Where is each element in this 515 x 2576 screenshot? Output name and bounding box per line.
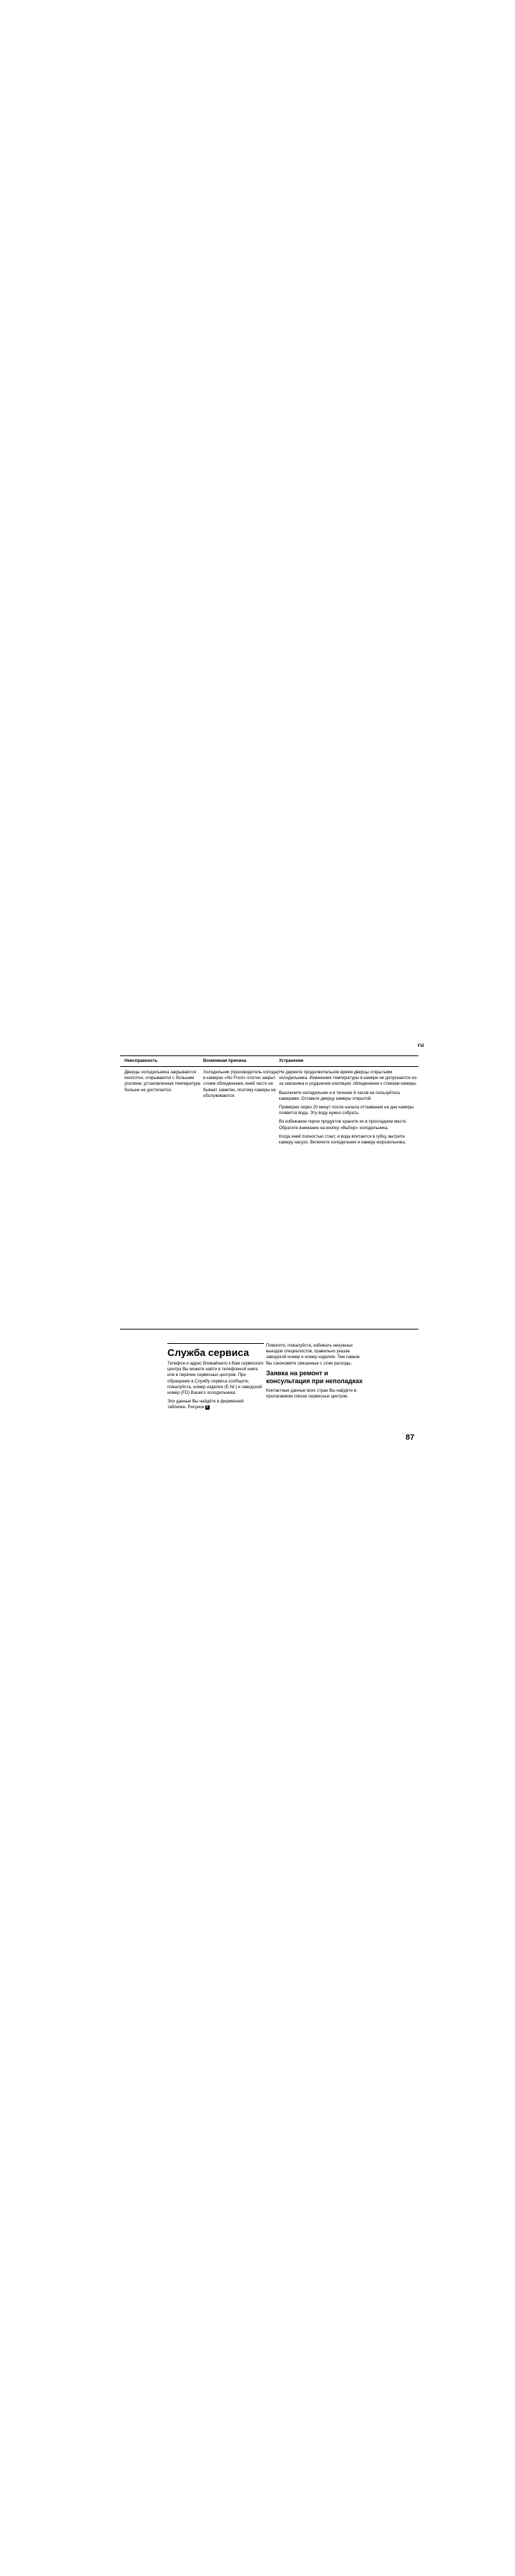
- troubleshooting-table: [120, 1055, 418, 1148]
- remedy-step: Не держите продолжительное время дверцы открытыми холодильника. Изменения температуры в камере не допускаются из-за сквозняка и ухудшения изоляции; обледенение к стенкам камеры.: [279, 1070, 418, 1087]
- header-problem: Неисправность: [124, 1059, 158, 1063]
- remedy-step: Выключите холодильник и в течение 6 часов не пользуйтесь камерами. Оставьте дверцу камеры открытой.: [279, 1091, 401, 1101]
- table-bottom-rule: [120, 1329, 418, 1330]
- header-remedy: Устранение: [279, 1059, 304, 1063]
- cell-remedy: [279, 1070, 418, 1148]
- header-cause: Возможная причина: [203, 1059, 247, 1063]
- remedy-step: Во избежание порчи продуктов храните их в прохладном месте. Обратите внимание на кнопку «Выбор» холодильника.: [279, 1120, 408, 1131]
- remedy-step: Когда иней полностью стает, и вода впитается в губку, вытрите камеру насухо. Включите холодильник и камеру морозильника.: [279, 1134, 406, 1146]
- service-paragraph: Эти данные Вы найдёте в фирменной табличке. Рисунок B: [167, 1400, 244, 1410]
- service-left-column: [167, 1343, 264, 1414]
- service-right-column: [266, 1343, 366, 1402]
- table-header: [120, 1056, 418, 1067]
- section-title: Служба сервиса: [167, 1343, 264, 1358]
- remedy-step: Примерно через 20 минут после начала оттаивания на дне камеры появится вода. Эту воду нужно собрать.: [279, 1106, 414, 1116]
- cell-cause: Холодильник (производитель холода) в камерах «No Frost» плотно закрыт слоем обледенения, иней часто не бывает заметен, поэтому камеры не обслуживаются.: [203, 1070, 279, 1098]
- subsection-paragraph: Контактные данные всех стран Вы найдёте в прилагаемом списке сервисных центров.: [266, 1388, 357, 1400]
- figure-ref-icon: B: [206, 1405, 209, 1410]
- page-number: 87: [406, 1433, 415, 1442]
- cell-problem: Дверцы холодильника закрываются неплотно, открываются с большим усилием, установленная температура больше не достигается.: [124, 1070, 200, 1093]
- service-paragraph: Помогите, пожалуйста, избежать ненужных выездов специалистов, правильно указав заводской номер и номер изделия. Тем самым Вы сэкономите связанные с этим расходы.: [266, 1344, 360, 1366]
- language-label: ru: [418, 1042, 424, 1048]
- subsection-title: Заявка на ремонт и консультация при неполадках: [266, 1369, 363, 1385]
- table-row: [120, 1067, 418, 1148]
- service-paragraph: Телефон и адрес ближайшего к Вам сервисного центра Вы можете найти в телефонной книге или в перечне сервисных центров. При обращении в Службу сервиса сообщите, пожалуйста, номер изделия (E-Nr.) и заводской номер (FD) Вашего холодильника.: [167, 1362, 264, 1396]
